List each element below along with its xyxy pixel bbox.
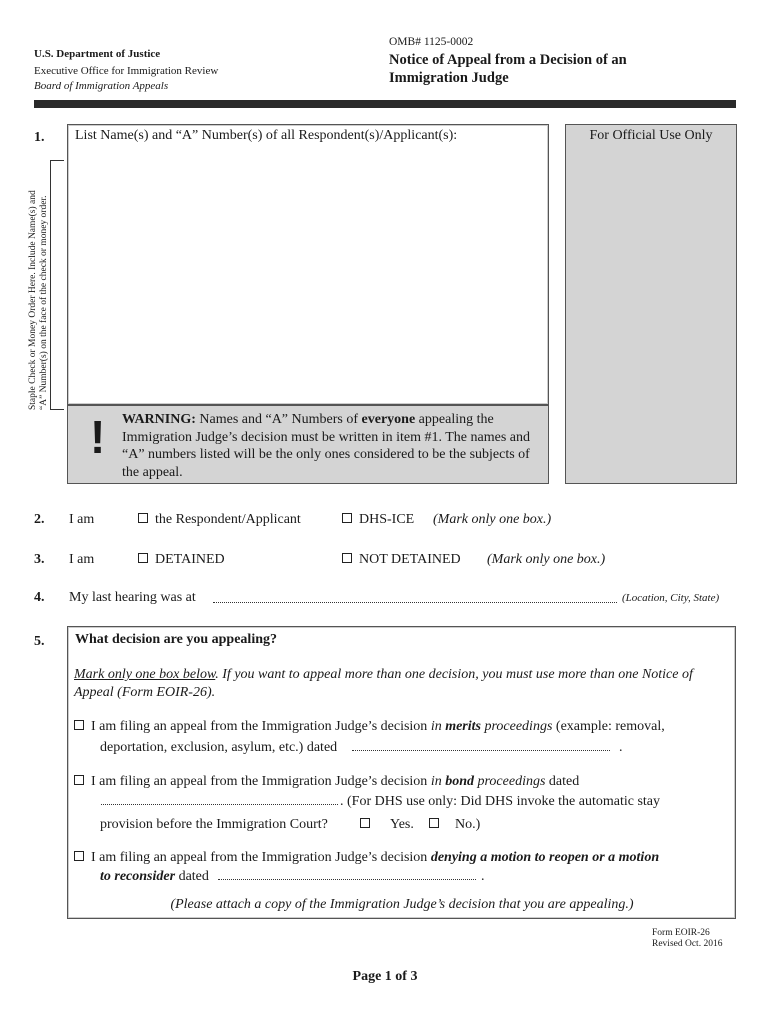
form-title-line2: Immigration Judge: [389, 70, 509, 86]
item5-number: 5.: [34, 634, 45, 649]
item2-note: (Mark only one box.): [433, 512, 552, 527]
merits-text-a: I am filing an appeal from the Immigration Judge’s decision: [91, 719, 431, 734]
dhs-ice-label: DHS-ICE: [359, 512, 415, 527]
reopen-reconsider: to reconsider: [100, 869, 176, 884]
item3-number: 3.: [34, 552, 45, 567]
item1-number: 1.: [34, 130, 45, 145]
merits-end: .: [619, 740, 623, 755]
merits-line2: deportation, exclusion, asylum, etc.) dated: [100, 740, 338, 755]
merits-checkbox[interactable]: [74, 720, 84, 730]
reopen-date-field[interactable]: [218, 871, 476, 880]
item3-note: (Mark only one box.): [487, 552, 606, 567]
respondent-checkbox[interactable]: [138, 513, 148, 523]
warning-title: WARNING:: [122, 412, 196, 427]
bond-proceedings: proceedings: [474, 774, 546, 789]
last-hearing-field[interactable]: [213, 592, 617, 603]
respondent-names-field[interactable]: [67, 124, 549, 405]
item5-instruction-rest: . If you want to appeal more than one decision, you must use more than one Notice of Appeal (Form EOIR-26).: [74, 667, 693, 700]
merits-example: (example: removal,: [552, 719, 665, 734]
stay-no-checkbox[interactable]: [429, 818, 439, 828]
respondent-option-label: the Respondent/Applicant: [155, 512, 301, 527]
item2-number: 2.: [34, 512, 45, 527]
bond-line2: . (For DHS use only: Did DHS invoke the automatic stay: [340, 794, 661, 809]
respondent-names-label: List Name(s) and “A” Number(s) of all Respondent(s)/Applicant(s):: [75, 128, 458, 143]
bond-word: bond: [445, 774, 474, 789]
item2-lead: I am: [69, 512, 95, 527]
attach-note: (Please attach a copy of the Immigration Judge’s decision that you are appealing.): [170, 897, 634, 912]
merits-proceedings: proceedings: [480, 719, 553, 734]
omb-number: OMB# 1125-0002: [389, 36, 474, 48]
bond-date-field[interactable]: [101, 796, 338, 805]
stay-no-label: No.): [455, 817, 481, 832]
stay-no-option[interactable]: [429, 817, 480, 833]
warning-text-a: Names and “A” Numbers of: [195, 412, 362, 427]
warning-text-b: appealing the Immigration Judge’s decision must be written in item #1. The names and “A” numbers listed will be the only ones considered to be the subjects of the appeal.: [122, 412, 531, 480]
form-identifier: [652, 928, 722, 950]
department-name: U.S. Department of Justice: [34, 48, 161, 60]
board-name: Board of Immigration Appeals: [34, 80, 169, 92]
dhs-ice-option[interactable]: [342, 512, 414, 528]
official-use-label: For Official Use Only: [589, 128, 713, 143]
last-hearing-hint: (Location, City, State): [622, 592, 720, 604]
item5-instruction-underlined: Mark only one box below: [74, 667, 216, 682]
stay-yes-label: Yes.: [390, 817, 414, 832]
merits-option[interactable]: [74, 719, 665, 735]
detained-label: DETAINED: [155, 552, 225, 567]
respondent-option[interactable]: [138, 512, 301, 528]
item4-number: 4.: [34, 590, 45, 605]
staple-line2: “A” Number(s) on the face of the check or money order.: [39, 195, 49, 410]
reopen-checkbox[interactable]: [74, 851, 84, 861]
item5-question: What decision are you appealing?: [75, 632, 277, 647]
not-detained-checkbox[interactable]: [342, 553, 352, 563]
reopen-line2: [100, 869, 209, 885]
bond-line3: provision before the Immigration Court?: [100, 817, 328, 832]
staple-instructions: [28, 160, 50, 410]
merits-in: in: [430, 719, 446, 734]
warning-box: [67, 405, 549, 484]
bond-option[interactable]: [74, 774, 579, 790]
bond-in: in: [430, 774, 446, 789]
reopen-motion: denying a motion to reopen or a motion: [430, 850, 660, 865]
form-number: Form EOIR-26: [652, 928, 710, 938]
item3-lead: I am: [69, 552, 95, 567]
warning-emphasis: everyone: [361, 412, 416, 427]
warning-message: [122, 411, 547, 481]
reopen-option[interactable]: [74, 850, 659, 866]
stay-yes-checkbox[interactable]: [360, 818, 370, 828]
header-rule: [34, 100, 736, 108]
bond-dated: dated: [545, 774, 580, 789]
form-revision: Revised Oct. 2016: [652, 939, 723, 949]
warning-icon: !: [90, 411, 106, 463]
bond-text-a: I am filing an appeal from the Immigration Judge’s decision: [91, 774, 431, 789]
reopen-end: .: [481, 869, 485, 884]
page-number: Page 1 of 3: [352, 969, 418, 984]
merits-word: merits: [445, 719, 481, 734]
reopen-text-a: I am filing an appeal from the Immigration Judge’s decision: [91, 850, 431, 865]
merits-date-field[interactable]: [352, 742, 610, 751]
last-hearing-label: My last hearing was at: [69, 590, 196, 605]
detained-checkbox[interactable]: [138, 553, 148, 563]
official-use-box: [565, 124, 737, 484]
detained-option[interactable]: [138, 552, 225, 568]
form-title: [389, 51, 689, 87]
form-title-line1: Notice of Appeal from a Decision of an: [389, 52, 627, 68]
item5-instruction: [74, 666, 729, 702]
not-detained-option[interactable]: [342, 552, 461, 568]
bond-checkbox[interactable]: [74, 775, 84, 785]
office-name: Executive Office for Immigration Review: [34, 65, 219, 77]
staple-line1: Staple Check or Money Order Here. Include Name(s) and: [28, 190, 38, 410]
not-detained-label: NOT DETAINED: [359, 552, 461, 567]
dhs-ice-checkbox[interactable]: [342, 513, 352, 523]
staple-bracket: [50, 160, 64, 410]
stay-yes-option[interactable]: [360, 817, 414, 833]
reopen-dated: dated: [175, 869, 209, 884]
